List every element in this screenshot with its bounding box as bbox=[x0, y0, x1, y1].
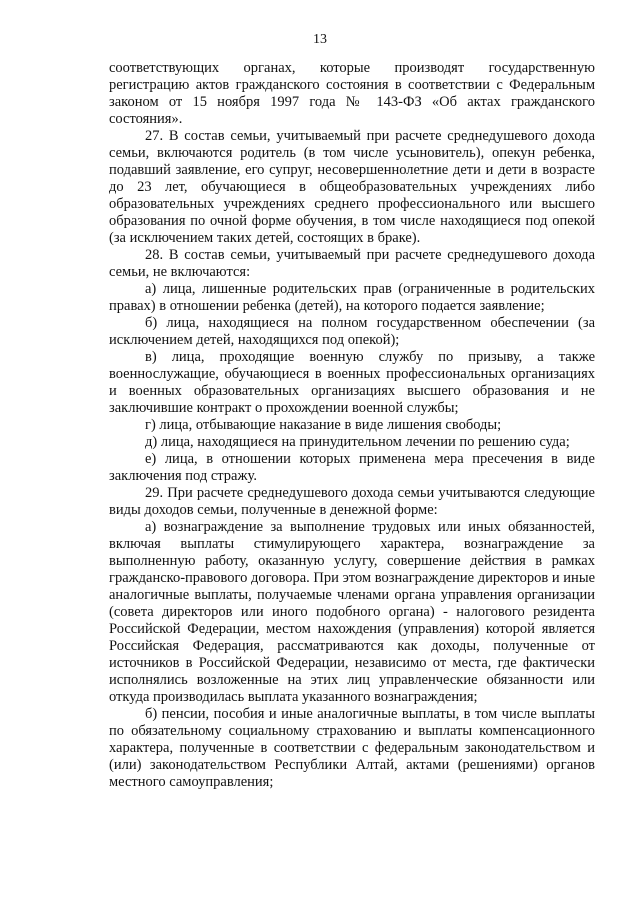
paragraph-27: 27. В состав семьи, учитываемый при расчете среднедушевого дохода семьи, включаются родитель (в том числе усыновитель), опекун ребенка, подавший заявление, его супруг, несовершеннолетние дети и дети в возрасте до 23 лет, обучающиеся в общеобразовательных учреждениях либо образовательных учреждениях среднего профессионального или высшего образования по очной форме обучения, в том числе находящиеся под опекой (за исключением таких детей, состоящих в браке). bbox=[109, 128, 595, 246]
paragraph-28-g: г) лица, отбывающие наказание в виде лишения свободы; bbox=[145, 417, 502, 433]
paragraph-28-b: б) лица, находящиеся на полном государственном обеспечении (за исключением детей, находящихся под опекой); bbox=[109, 315, 595, 348]
paragraph-29: 29. При расчете среднедушевого дохода семьи учитываются следующие виды доходов семьи, полученные в денежной форме: bbox=[109, 485, 595, 518]
paragraph-continuation: соответствующих органах, которые производят государственную регистрацию актов гражданского состояния в соответствии с Федеральным законом от 15 ноября 1997 года № 143-ФЗ «Об актах гражданского состояния». bbox=[109, 60, 595, 127]
paragraph-28-e: е) лица, в отношении которых применена мера пресечения в виде заключения под стражу. bbox=[109, 451, 595, 484]
paragraph-29-a: а) вознаграждение за выполнение трудовых или иных обязанностей, включая выплаты стимулирующего характера, вознаграждение за выполненную работу, оказанную услугу, совершение действия в рамках гражданско-правового договора. При этом вознаграждение директоров и иные аналогичные выплаты, получаемые членами органа управления организации (совета директоров или иного подобного органа) - налогового резидента Российской Федерации, местом нахождения (управления) которой является Российская Федерация, рассматриваются как доходы, полученные от источников в Российской Федерации, независимо от места, где фактически исполнялись возложенные на этих лиц управленческие обязанности или откуда производилась выплата указанного вознаграждения; bbox=[109, 519, 595, 705]
document-body bbox=[109, 60, 595, 791]
paragraph-28-v: в) лица, проходящие военную службу по призыву, а также военнослужащие, обучающиеся в военных профессиональных организациях и военных образовательных организациях высшего образования и не заключившие контракт о прохождении военной службы; bbox=[109, 349, 595, 416]
paragraph-28-a: а) лица, лишенные родительских прав (ограниченные в родительских правах) в отношении ребенка (детей), на которого подается заявление; bbox=[109, 281, 595, 314]
page-number: 13 bbox=[313, 32, 327, 47]
paragraph-29-b: б) пенсии, пособия и иные аналогичные выплаты, в том числе выплаты по обязательному социальному страхованию и выплаты компенсационного характера, полученные в соответствии с федеральным законодательством и (или) законодательством Республики Алтай, актами (решениями) органов местного самоуправления; bbox=[109, 706, 595, 790]
paragraph-28: 28. В состав семьи, учитываемый при расчете среднедушевого дохода семьи, не включаются: bbox=[109, 247, 595, 280]
paragraph-28-d: д) лица, находящиеся на принудительном лечении по решению суда; bbox=[145, 434, 570, 450]
